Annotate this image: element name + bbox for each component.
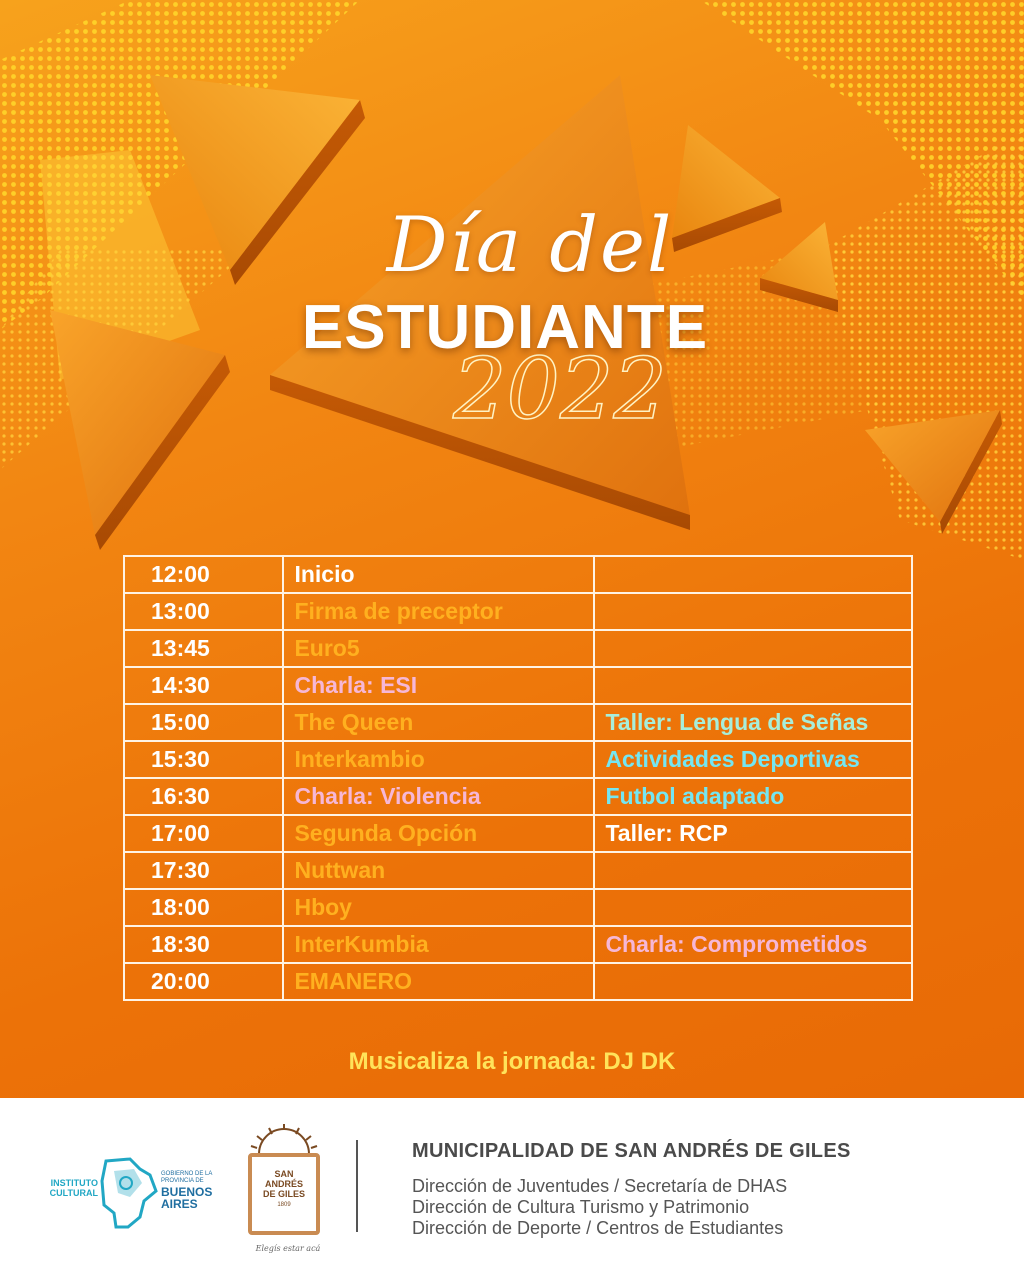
schedule-activity: EMANERO	[283, 963, 594, 1000]
schedule-time: 20:00	[124, 963, 283, 1000]
schedule-extra-activity	[594, 593, 912, 630]
schedule-row	[124, 556, 912, 593]
gba-small-text: GOBIERNO DE LA PROVINCIA DE	[161, 1171, 213, 1184]
schedule-extra-activity	[594, 963, 912, 1000]
instituto-cultural-label: INSTITUTO CULTURAL	[49, 1178, 98, 1198]
schedule-activity: Interkambio	[283, 741, 594, 778]
schedule-extra-activity: Taller: RCP	[594, 815, 912, 852]
title-year: 2022	[453, 340, 667, 438]
schedule-activity: Hboy	[283, 889, 594, 926]
schedule-time: 14:30	[124, 667, 283, 704]
schedule-extra-activity	[594, 889, 912, 926]
schedule-extra-activity: Taller: Lengua de Señas	[594, 704, 912, 741]
schedule-row	[124, 741, 912, 778]
san-andres-year: 1809	[277, 1202, 291, 1208]
schedule-row	[124, 852, 912, 889]
san-andres-name: SAN ANDRÉS DE GILES	[262, 1169, 305, 1199]
schedule-row	[124, 667, 912, 704]
schedule-row	[124, 815, 912, 852]
schedule-activity: Segunda Opción	[283, 815, 594, 852]
san-andres-badge	[248, 1153, 320, 1235]
schedule-activity: Euro5	[283, 630, 594, 667]
municipality-title: MUNICIPALIDAD DE SAN ANDRÉS DE GILES	[412, 1140, 851, 1162]
schedule-time: 15:00	[124, 704, 283, 741]
title-script: Día del	[386, 200, 674, 289]
schedule-time: 13:00	[124, 593, 283, 630]
schedule-activity: Charla: Violencia	[283, 778, 594, 815]
schedule-extra-activity	[594, 852, 912, 889]
schedule-row	[124, 963, 912, 1000]
schedule-activity: Nuttwan	[283, 852, 594, 889]
municipality-line: Dirección de Juventudes / Secretaría de DHAS	[412, 1176, 788, 1196]
schedule-extra-activity	[594, 630, 912, 667]
schedule-row	[124, 926, 912, 963]
schedule-activity: InterKumbia	[283, 926, 594, 963]
schedule-activity: Charla: ESI	[283, 667, 594, 704]
gba-big-text: BUENOS AIRES	[161, 1185, 213, 1211]
buenos-aires-map-icon	[100, 1157, 158, 1231]
schedule-time: 15:30	[124, 741, 283, 778]
san-andres-tagline: Elegís estar acá	[255, 1244, 321, 1253]
title-main: ESTUDIANTE	[301, 293, 709, 362]
municipality-line: Dirección de Cultura Turismo y Patrimonio	[412, 1197, 750, 1217]
schedule-time: 17:00	[124, 815, 283, 852]
schedule-extra-activity	[594, 667, 912, 704]
schedule-time: 12:00	[124, 556, 283, 593]
schedule-time: 18:30	[124, 926, 283, 963]
schedule-extra-activity: Futbol adaptado	[594, 778, 912, 815]
municipality-line: Dirección de Deporte / Centros de Estudiantes	[412, 1218, 784, 1238]
schedule-extra-activity: Charla: Comprometidos	[594, 926, 912, 963]
schedule-activity: The Queen	[283, 704, 594, 741]
schedule-table	[123, 555, 913, 1001]
schedule-time: 18:00	[124, 889, 283, 926]
schedule-row	[124, 889, 912, 926]
schedule-row	[124, 593, 912, 630]
schedule-time: 16:30	[124, 778, 283, 815]
schedule-activity: Firma de preceptor	[283, 593, 594, 630]
schedule-row	[124, 778, 912, 815]
schedule-extra-activity	[594, 556, 912, 593]
schedule-activity: Inicio	[283, 556, 594, 593]
footer-divider	[356, 1140, 358, 1232]
schedule-time: 13:45	[124, 630, 283, 667]
dj-note: Musicaliza la jornada: DJ DK	[348, 1048, 676, 1075]
schedule-time: 17:30	[124, 852, 283, 889]
schedule-row	[124, 704, 912, 741]
footer	[0, 1098, 1024, 1280]
schedule-row	[124, 630, 912, 667]
san-andres-logo	[243, 1118, 333, 1263]
instituto-cultural-logo	[48, 1153, 218, 1233]
sun-icon	[247, 1122, 321, 1156]
schedule-extra-activity: Actividades Deportivas	[594, 741, 912, 778]
